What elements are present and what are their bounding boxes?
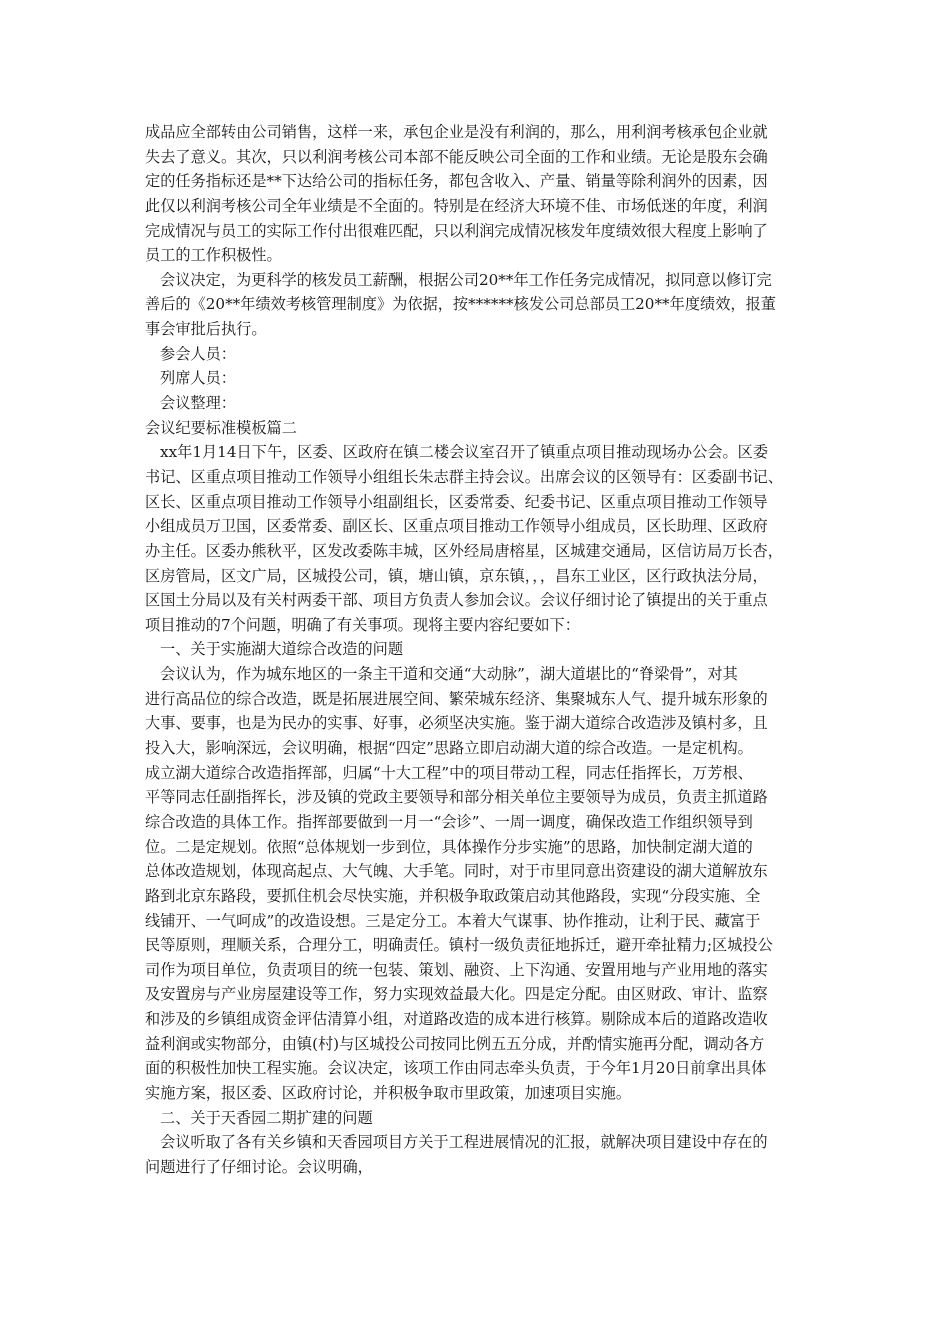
text-line: 会议认为，作为城东地区的一条主干道和交通“大动脉”，湖大道堪比的“脊梁骨”，对其 [160, 665, 738, 684]
text-line: 和涉及的乡镇组成资金评估清算小组，对道路改造的成本进行核算。剔除成本后的道路改造收 [145, 1010, 768, 1029]
text-line: 区长、区重点项目推动工作领导小组副组长，区委常委、纪委书记、区重点项目推动工作领导 [145, 492, 768, 511]
text-line: 平等同志任副指挥长，涉及镇的党政主要领导和部分相关单位主要领导为成员，负责主抓道路 [145, 788, 768, 807]
text-line: 综合改造的具体工作。指挥部要做到一月一“会诊”、一周一调度，确保改造工作组织领导到 [145, 812, 753, 831]
text-line: 路到北京东路段，要抓住机会尽快实施，并积极争取政策启动其他路段，实现“分段实施、全 [145, 886, 761, 905]
text-line: 益利润或实物部分，由镇(村)与区城投公司按同比例五五分成，并酌情实施再分配，调动各方 [145, 1034, 765, 1053]
text-line: 会议决定，为更科学的核发员工薪酬，根据公司20**年工作任务完成情况，拟同意以修订完 [160, 270, 772, 289]
text-line: 成立湖大道综合改造指挥部，归属“十大工程”中的项目带动工程，同志任指挥长，万芳根、 [145, 763, 753, 782]
text-line: 总体改造规划，体现高起点、大气魄、大手笔。同时，对于市里同意出资建设的湖大道解放东 [145, 862, 768, 881]
text-line: 民等原则，理顺关系，合理分工，明确责任。镇村一级负责征地拆迁，避开牵扯精力;区城投公 [145, 936, 773, 955]
text-line: 会议听取了各有关乡镇和天香园项目方关于工程进展情况的汇报，就解决项目建设中存在的 [160, 1133, 768, 1152]
text-line: 实施方案，报区委、区政府讨论，并积极争取市里政策，加速项目实施。 [145, 1083, 631, 1102]
text-line: 大事、要事，也是为民办的实事、好事，必须坚决实施。鉴于湖大道综合改造涉及镇村多，且 [145, 714, 768, 733]
text-line: 及安置房与产业房屋建设等工作，努力实现效益最大化。四是定分配。由区财政、审计、监察 [145, 985, 768, 1004]
text-line: 问题进行了仔细讨论。会议明确， [145, 1157, 373, 1176]
text-line: 员工的工作积极性。 [145, 246, 282, 265]
text-line: 进行高品位的综合改造，既是拓展进展空间、繁荣城东经济、集聚城东人气、提升城东形象的 [145, 689, 768, 708]
text-line: 面的积极性加快工程实施。会议决定，该项工作由同志牵头负责，于今年1月20日前拿出具体 [145, 1059, 767, 1078]
text-line: 一、关于实施湖大道综合改造的问题 [160, 640, 403, 659]
text-line: 会议纪要标准模板篇二 [145, 418, 297, 437]
text-line: 事会审批后执行。 [145, 320, 267, 339]
text-line: 书记、区重点项目推动工作领导小组组长朱志群主持会议。出席会议的区领导有：区委副书记、 [145, 467, 783, 486]
text-line: 位。二是定规划。依照“总体规划一步到位，具体操作分步实施”的思路，加快制定湖大道的 [145, 837, 753, 856]
text-line: 参会人员： [160, 344, 236, 363]
text-line: 办主任。区委办熊秋平，区发改委陈丰城，区外经局唐榕星，区城建交通局，区信访局万长杏， [145, 541, 783, 560]
text-line: 此仅以利润考核公司全年业绩是不全面的。特别是在经济大环境不佳、市场低迷的年度，利润 [145, 196, 768, 215]
text-line: 小组成员万卫国，区委常委、副区长、区重点项目推动工作领导小组成员，区长助理、区政府 [145, 517, 768, 536]
text-line: xx年1月14日下午，区委、区政府在镇二楼会议室召开了镇重点项目推动现场办公会。区委 [160, 443, 769, 462]
text-line: 投入大，影响深远，会议明确，根据“四定”思路立即启动湖大道的综合改造。一是定机构。 [145, 739, 753, 758]
text-line: 成品应全部转由公司销售，这样一来，承包企业是没有利润的，那么，用利润考核承包企业就 [145, 123, 768, 141]
text-line: 完成情况与员工的实际工作付出很难匹配，只以利润完成情况核发年度绩效很大程度上影响了 [145, 221, 768, 240]
text-line: 定的任务指标还是**下达给公司的指标任务，都包含收入、产量、销量等除利润外的因素，因 [145, 172, 768, 191]
document-body [145, 120, 815, 1180]
text-line: 区国土分局以及有关村两委干部、项目方负责人参加会议。会议仔细讨论了镇提出的关于重点 [145, 591, 768, 610]
text-line: 区房管局，区文广局，区城投公司，镇，塘山镇，京东镇，，，昌东工业区，区行政执法分局， [145, 566, 768, 585]
text-line: 二、关于天香园二期扩建的问题 [160, 1108, 373, 1127]
text-line: 列席人员： [160, 369, 236, 388]
text-line: 善后的《20**年绩效考核管理制度》为依据，按******核发公司总部员工20**年度绩效，报董 [145, 295, 776, 314]
text-line: 会议整理： [160, 394, 236, 413]
text-line: 项目推动的7个问题，明确了有关事项。现将主要内容纪要如下： [145, 615, 580, 634]
text-line: 司作为项目单位，负责项目的统一包装、策划、融资、上下沟通、安置用地与产业用地的落实 [145, 960, 768, 979]
text-line: 线铺开、一气呵成”的改造设想。三是定分工。本着大气谋事、协作推动，让利于民、藏富于 [145, 911, 761, 930]
text-line: 失去了意义。其次，只以利润考核公司本部不能反映公司全面的工作和业绩。无论是股东会确 [145, 147, 768, 166]
